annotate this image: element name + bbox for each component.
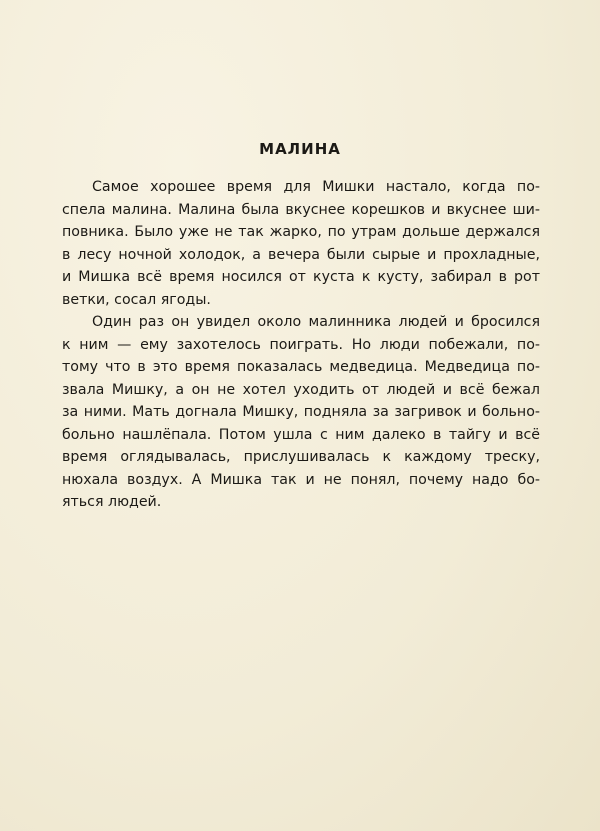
story-text [62, 176, 540, 514]
text-line: повника. Было уже не так жарко, по утрам дольше держался [62, 224, 540, 240]
paragraph-2 [62, 311, 540, 514]
text-line: нюхала воздух. А Мишка так и не понял, почему надо бо- [62, 471, 540, 488]
text-line: и Мишка всё время носился от куста к кусту, забирал в рот [62, 269, 540, 285]
text-line: больно нашлёпала. Потом ушла с ним далеко в тайгу и всё [62, 426, 540, 443]
text-line: Самое хорошее время для Мишки настало, когда по- [92, 179, 540, 195]
text-line: в лесу ночной холодок, а вечера были сырые и прохладные, [62, 246, 540, 263]
text-line: к ним — ему захотелось поиграть. Но люди побежали, по- [62, 336, 540, 353]
text-line: Один раз он увидел около малинника людей и бросился [92, 314, 540, 330]
page-title: МАЛИНА [259, 140, 341, 158]
text-line: звала Мишку, а он не хотел уходить от людей и всё бежал [62, 381, 540, 398]
paragraph-1 [62, 176, 540, 311]
text-line: время оглядывалась, прислушивалась к каждому треску, [62, 449, 540, 465]
text-line: спела малина. Малина была вкуснее корешков и вкуснее ши- [62, 201, 540, 218]
text-line: яться людей. [62, 494, 162, 510]
text-line: за ними. Мать догнала Мишку, подняла за загривок и больно- [62, 404, 540, 420]
text-line: ветки, сосал ягоды. [62, 291, 211, 308]
text-line: тому что в это время показалась медведица. Медведица по- [62, 359, 540, 375]
